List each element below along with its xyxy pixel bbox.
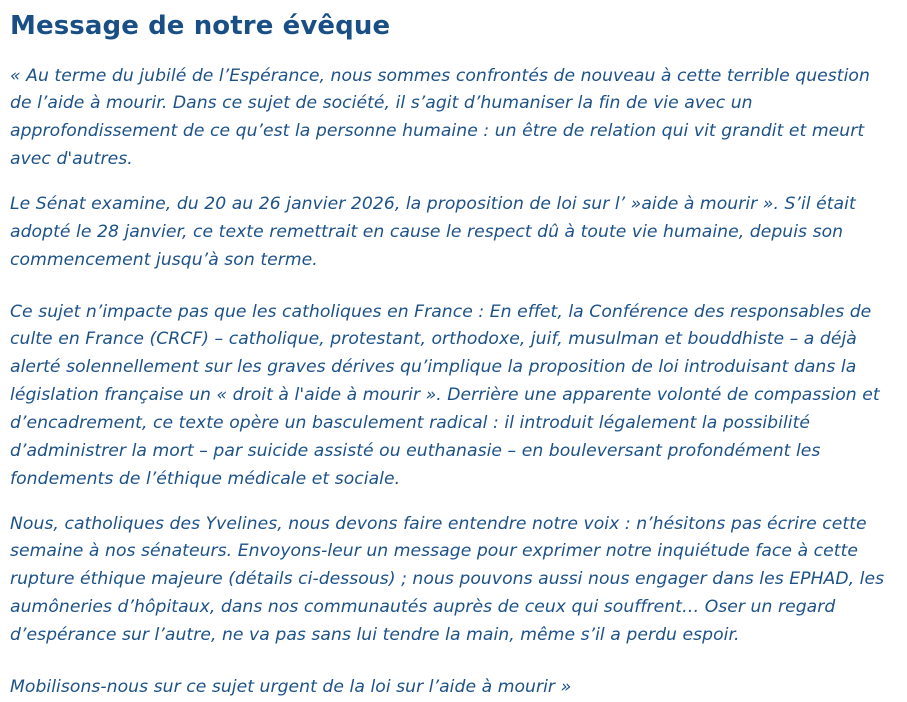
- page-title: Message de notre évêque: [10, 11, 391, 41]
- paragraph-1: « Au terme du jubilé de l’Espérance, nous sommes confrontés de nouveau à cette terrible question de l’aide à mourir. Dans ce sujet de société, il s’agit d’humaniser la fin de vie avec un approfondissement de ce qu’est la personne humaine : un être de relation qui vit grandit et meurt avec d'autres.: [10, 65, 870, 170]
- paragraph-3: Ce sujet n’impacte pas que les catholiques en France : En effet, la Conférence des responsables de culte en France (CRCF) – catholique, protestant, orthodoxe, juif, musulman et bouddhiste – a déjà alerté solennellement sur les graves dérives qu’implique la proposition de loi introduisant dans la législation française un « droit à l'aide à mourir ». Derrière une apparente volonté de compassion et d’encadrement, ce texte opère un basculement radical : il introduit légalement la possibilité d’administrer la mort – par suicide assisté ou euthanasie – en bouleversant profondément les fondements de l’éthique médicale et sociale.: [10, 301, 880, 489]
- paragraph-4: Nous, catholiques des Yvelines, nous devons faire entendre notre voix : n’hésitons pas écrire cette semaine à nos sénateurs. Envoyons-leur un message pour exprimer notre inquiétude face à cette rupture éthique majeure (détails ci-dessous) ; nous pouvons aussi nous engager dans les EPHAD, les aumôneries d’hôpitaux, dans nos communautés auprès de ceux qui souffrent… Oser un regard d’espérance sur l’autre, ne va pas sans lui tendre la main, même s’il a perdu espoir.: [10, 513, 885, 646]
- message-body: [10, 63, 893, 702]
- paragraph-2: Le Sénat examine, du 20 au 26 janvier 2026, la proposition de loi sur l’ »aide à mourir ». S’il était adopté le 28 janvier, ce texte remettrait en cause le respect dû à toute vie humaine, depuis son commencement jusqu’à son terme.: [10, 194, 856, 270]
- paragraph-5: Mobilisons-nous sur ce sujet urgent de la loi sur l’aide à mourir »: [10, 676, 572, 697]
